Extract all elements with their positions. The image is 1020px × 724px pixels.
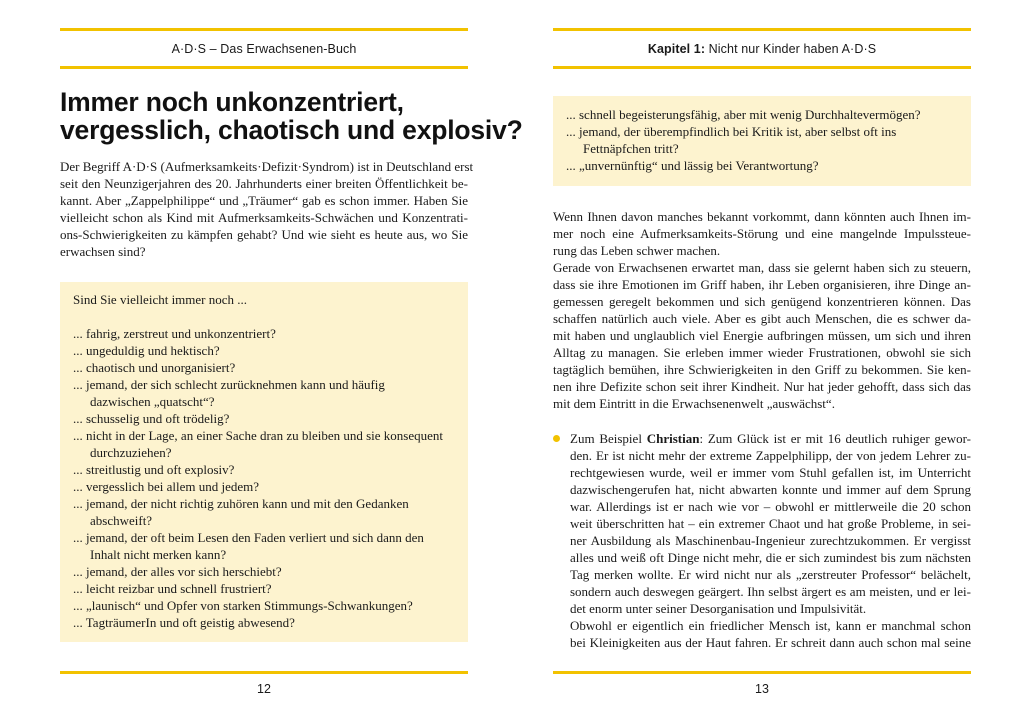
list-item: ... schnell begeisterungsfähig, aber mit wenig Durchhaltevermögen? xyxy=(566,107,921,122)
footer-rule xyxy=(60,671,468,674)
list-item: ... nicht in der Lage, an einer Sache dran zu bleiben und sie konsequent durchzuziehen? xyxy=(73,428,444,460)
header-rule xyxy=(60,28,468,31)
list-item: ... streitlustig und oft explosiv? xyxy=(73,462,235,477)
intro-paragraph xyxy=(60,158,474,260)
text-line: mer noch eine Aufmerksamkeits-Störung und eine mangelnde Impulssteue- xyxy=(553,226,971,241)
text-line: war. Allerdings ist er nach wie vor – obwohl er mittlerweile die 20 schon xyxy=(570,499,971,514)
text-line: weit überschritten hat – ein extremer Chaot und hat große Probleme, in sei- xyxy=(570,516,971,531)
question-list xyxy=(566,106,961,174)
text-line: sondern auch deswegen geärgert. Ihn selbst ärgert es am meisten, und er lei- xyxy=(570,584,971,599)
list-item: ... jemand, der sich schlecht zurücknehmen kann und häufig dazwischen „quatscht“? xyxy=(73,377,385,409)
running-header xyxy=(553,42,971,58)
list-item: ... fahrig, zerstreut und unkonzentriert? xyxy=(73,326,276,341)
header-rule xyxy=(553,28,971,31)
text-line: kannt. Aber „Zappelphilippe“ und „Träumer“ gab es schon immer. Haben Sie xyxy=(60,193,468,208)
text-line: Zum Beispiel Christian: Zum Glück ist er mit 16 deutlich ruhiger gewor- xyxy=(570,431,971,446)
text-line: tagtäglich bemühen, ihre Schwierigkeiten in den Griff zu bekommen. Sie ken- xyxy=(553,362,971,377)
text-line: Tag merken wollte. Er wird nicht nur als „zerstreuter Professor“ belächelt, xyxy=(570,567,971,582)
page-number: 13 xyxy=(755,682,769,696)
list-item: ... jemand, der nicht richtig zuhören kann und mit den Gedanken abschweift? xyxy=(73,496,409,528)
list-item: ... jemand, der alles vor sich herschiebt? xyxy=(73,564,282,579)
list-item: ... „launisch“ und Opfer von starken Stimmungs-Schwankungen? xyxy=(73,598,413,613)
example-section xyxy=(553,430,971,651)
text-line: Der Begriff A·D·S (Aufmerksamkeits·Defizit·Syndrom) ist in Deutschland erst xyxy=(60,159,474,174)
bullet-dot-icon xyxy=(553,435,560,442)
footer-rule xyxy=(553,671,971,674)
text-line: ons-Schwierigkeiten zu kämpfen gehabt? Und wie sieht es heute aus, wo Sie xyxy=(60,227,468,242)
list-item: ... schusselig und oft trödelig? xyxy=(73,411,230,426)
list-item: ... jemand, der oft beim Lesen den Faden verliert und sich dann den Inhalt nicht merken kann? xyxy=(73,530,424,562)
list-item: ... chaotisch und unorganisiert? xyxy=(73,360,236,375)
list-item: ... TagträumerIn und oft geistig abwesend? xyxy=(73,615,295,630)
box-intro: Sind Sie vielleicht immer noch ... xyxy=(73,292,248,307)
header-rule-bottom xyxy=(60,66,468,69)
question-box-continued xyxy=(553,96,971,186)
list-item: ... jemand, der überempfindlich bei Kritik ist, aber selbst oft ins Fettnäpfchen tritt? xyxy=(566,124,897,156)
text-line: den. Er ist nicht mehr der extreme Zappelphilipp, der von jedem Lehrer zu- xyxy=(570,448,971,463)
text-line: vielleicht schon als Kind mit Aufmerksamkeits-Schwächen und Konzentrati- xyxy=(60,210,468,225)
question-box xyxy=(60,282,468,642)
question-list xyxy=(73,325,458,631)
text-line: gemessen geregelt bekommen und sich genügend konzentrieren können. Das xyxy=(553,294,971,309)
list-item: ... ungeduldig und hektisch? xyxy=(73,343,220,358)
text-line: Wenn Ihnen davon manches bekannt vorkommt, dann könnten auch Ihnen im- xyxy=(553,209,971,224)
text-line: ner Ausbildung als Maschinenbau-Ingenieur zurechtzukommen. Er vergisst xyxy=(570,533,971,548)
example-name: Christian xyxy=(646,431,700,446)
list-item: ... vergesslich bei allem und jedem? xyxy=(73,479,260,494)
text-line: mit dem Eintritt in die Erwachsenenwelt „auswächst“. xyxy=(553,396,835,411)
chapter-title: Nicht nur Kinder haben A·D·S xyxy=(705,42,877,56)
text-line: erwachsen sind? xyxy=(60,244,146,259)
text-line: schaffen natürlich auch viele. Aber es gibt auch Menschen, die es schwer da- xyxy=(553,311,971,326)
page-number: 12 xyxy=(257,682,271,696)
list-item: ... „unvernünftig“ und lässig bei Verantwortung? xyxy=(566,158,819,173)
header-rule-bottom xyxy=(553,66,971,69)
page-title xyxy=(60,87,523,145)
text-line: seit den Neunzigerjahren des 20. Jahrhunderts einer breiten Öffentlichkeit be- xyxy=(60,176,468,191)
text-line: dass sie ihre Emotionen im Griff haben, ihr Leben organisieren, ihre Dinge an- xyxy=(553,277,971,292)
chapter-label: Kapitel 1: xyxy=(647,42,706,56)
text-line: alles und weiß oft Dinge nicht mehr, die er sich zumindest bis zum nächsten xyxy=(570,550,971,565)
text-line: rechtgewiesen wurde, weil er immer vom Stuhl gefallen ist, im Unterricht xyxy=(570,465,971,480)
right-page xyxy=(510,0,1020,724)
text-line: rung das Leben schwer machen. xyxy=(553,243,721,258)
text-line: Obwohl er eigentlich ein friedlicher Mensch ist, kann er manchmal schon xyxy=(570,618,971,633)
text-line: det enorm unter seiner Desorganisation und Impulsivität. xyxy=(570,601,867,616)
title-line: Immer noch unkonzentriert, xyxy=(60,87,404,117)
title-line: vergesslich, chaotisch und explosiv? xyxy=(60,115,523,145)
text-line: mit haben und unglaublich viel Energie aufbringen müssen, um sich und ihren xyxy=(553,328,971,343)
text-line: nen ihre Defizite schon seit ihrer Kindheit. Nur hat jeder gehofft, dass sich das xyxy=(553,379,971,394)
text-line: bei Kleinigkeiten aus der Haut fahren. Er schreit dann auch schon mal seine xyxy=(570,635,971,650)
text-line: Gerade von Erwachsenen erwartet man, dass sie gelernt haben sich zu steuern, xyxy=(553,260,971,275)
running-header: A·D·S – Das Erwachsenen-Buch xyxy=(171,42,357,56)
text-line: dazwischengerufen hat, nicht abwarten konnte und immer auf dem Sprung xyxy=(570,482,971,497)
list-item: ... leicht reizbar und schnell frustriert? xyxy=(73,581,272,596)
main-paragraph xyxy=(553,208,971,412)
text-line: Alltag zu managen. Sie erleben immer wieder Frustrationen, obwohl sie sich xyxy=(553,345,971,360)
